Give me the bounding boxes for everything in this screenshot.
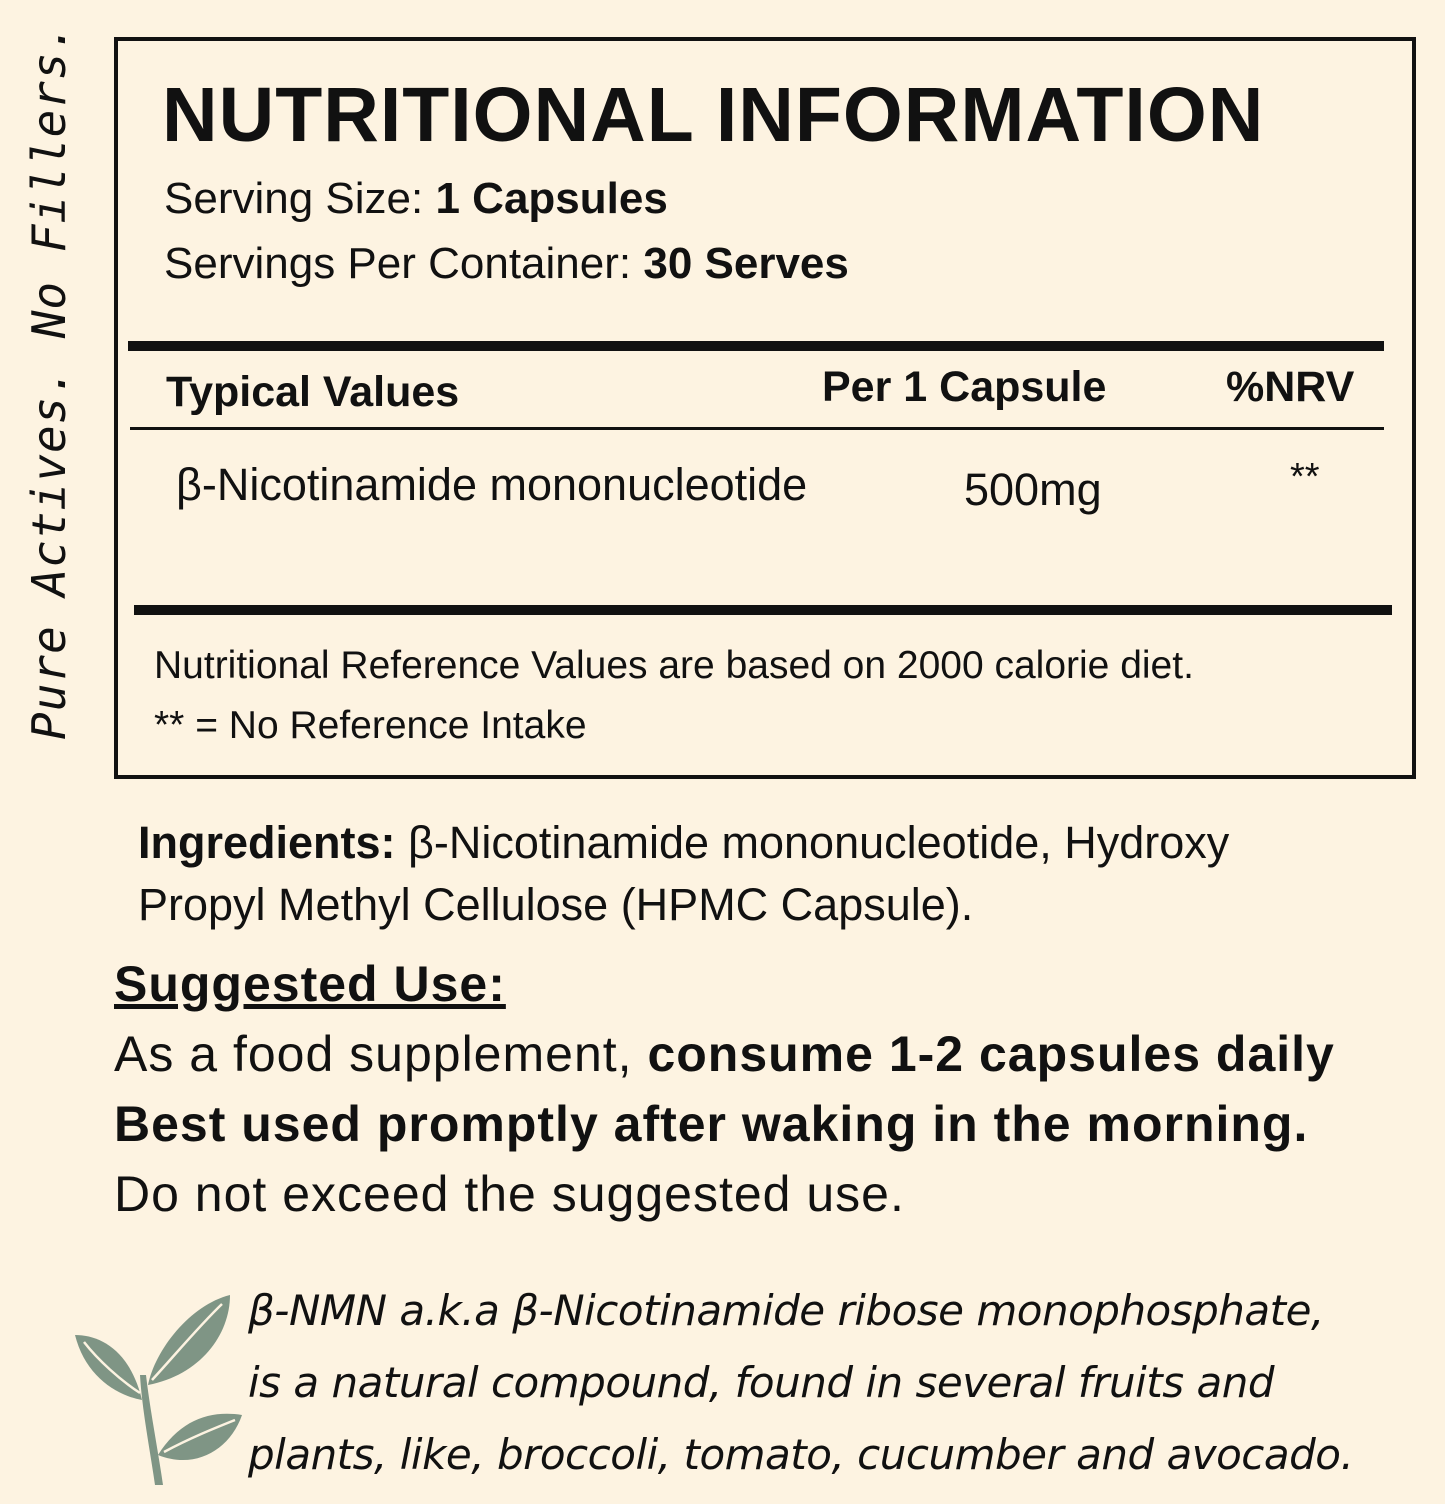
serving-size-label: Serving Size: — [164, 174, 436, 223]
row-ingredient-nrv: ** — [1290, 456, 1320, 498]
serving-size — [164, 174, 668, 224]
row-ingredient-name: β-Nicotinamide mononucleotide — [176, 459, 808, 510]
leaf-icon — [70, 1280, 245, 1495]
description-line-1: β-NMN a.k.a β-Nicotinamide ribose monophosphate, — [248, 1286, 1324, 1335]
ingredients-line-1: β-Nicotinamide mononucleotide, Hydroxy — [395, 817, 1230, 868]
side-tagline: Pure Actives. No Fillers. — [22, 22, 76, 740]
ingredients-line-2: Propyl Methyl Cellulose (HPMC Capsule). — [138, 879, 974, 930]
servings-per-container-value: 30 Serves — [643, 239, 849, 288]
suggested-use-plain: As a food supplement, — [114, 1026, 648, 1082]
suggested-use-dosage: consume 1-2 capsules daily — [647, 1026, 1335, 1082]
divider-thin — [130, 427, 1384, 430]
suggested-use-line-1 — [114, 1025, 1335, 1083]
suggested-use-title: Suggested Use: — [114, 956, 506, 1012]
header-nrv: %NRV — [1226, 363, 1355, 411]
serving-size-value: 1 Capsules — [435, 174, 668, 223]
footnote-no-reference: ** = No Reference Intake — [154, 704, 587, 747]
header-per-capsule: Per 1 Capsule — [822, 363, 1107, 411]
description-line-2: is a natural compound, found in several fruits and — [248, 1358, 1274, 1407]
header-typical-values: Typical Values — [166, 368, 460, 416]
footnote-nrv-basis: Nutritional Reference Values are based on 2000 calorie diet. — [154, 644, 1194, 687]
description — [248, 1275, 1443, 1491]
ingredients-label: Ingredients: — [138, 817, 396, 868]
panel-title: NUTRITIONAL INFORMATION — [162, 72, 1265, 158]
servings-per-container-label: Servings Per Container: — [164, 239, 644, 288]
description-line-3: plants, like, broccoli, tomato, cucumber and avocado. — [248, 1430, 1354, 1479]
suggested-use-line-2 — [114, 1095, 1308, 1153]
row-ingredient-amount: 500mg — [964, 464, 1102, 515]
divider-thick-bottom — [134, 605, 1392, 615]
suggested-use-timing: Best used promptly after waking in the morning. — [114, 1096, 1309, 1152]
suggested-use-line-3: Do not exceed the suggested use. — [114, 1166, 905, 1222]
servings-per-container — [164, 239, 849, 289]
divider-thick — [128, 341, 1384, 351]
nutrition-panel — [114, 37, 1416, 779]
ingredients-text — [138, 812, 1428, 936]
